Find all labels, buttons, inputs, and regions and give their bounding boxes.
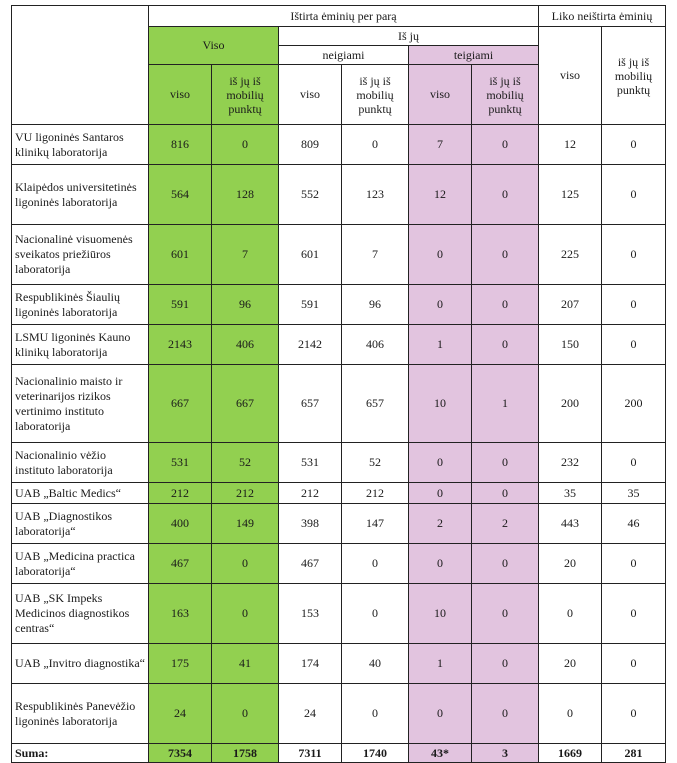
cell-positive: 0 [409, 225, 472, 285]
table-row [12, 285, 666, 325]
row-name: Respublikinės Panevėžio ligoninės laboratorija [12, 684, 149, 744]
table-header [12, 6, 666, 125]
row-name: Respublikinės Šiaulių ligoninės laboratorija [12, 285, 149, 325]
header-of-which: Iš jų [279, 27, 539, 46]
cell-total: 667 [149, 365, 212, 443]
cell-total-mobile: 52 [212, 443, 279, 483]
cell-negative: 657 [279, 365, 342, 443]
cell-positive: 2 [409, 504, 472, 544]
cell-positive-mobile: 2 [472, 504, 539, 544]
header-total: Viso [149, 27, 279, 65]
header-corner [12, 6, 149, 125]
header-remaining-all: viso [539, 27, 602, 125]
cell-positive-mobile: 0 [472, 483, 539, 504]
row-name: UAB „Medicina practica laboratorija“ [12, 544, 149, 584]
cell-remaining-mobile: 0 [602, 684, 666, 744]
cell-negative-mobile: 123 [342, 165, 409, 225]
table-row [12, 165, 666, 225]
cell-remaining: 443 [539, 504, 602, 544]
cell-remaining-mobile: 0 [602, 125, 666, 165]
cell-positive: 10 [409, 365, 472, 443]
cell-remaining: 35 [539, 483, 602, 504]
cell-positive-mobile: 3 [472, 744, 539, 763]
cell-negative: 467 [279, 544, 342, 584]
row-name: LSMU ligoninės Kauno klinikų laboratorija [12, 325, 149, 365]
cell-negative-mobile: 40 [342, 644, 409, 684]
header-positive-mobile: iš jų iš mobilių punktų [472, 65, 539, 125]
row-name: UAB „Diagnostikos laboratorija“ [12, 504, 149, 544]
cell-positive-mobile: 0 [472, 125, 539, 165]
cell-total-mobile: 0 [212, 684, 279, 744]
cell-positive: 1 [409, 644, 472, 684]
table-row [12, 325, 666, 365]
cell-remaining: 232 [539, 443, 602, 483]
row-name: Suma: [12, 744, 149, 763]
table-row [12, 684, 666, 744]
cell-negative: 809 [279, 125, 342, 165]
row-name: UAB „Invitro diagnostika“ [12, 644, 149, 684]
cell-positive-mobile: 0 [472, 684, 539, 744]
cell-negative: 531 [279, 443, 342, 483]
row-name: Nacionalinė visuomenės sveikatos priežiūros laboratorija [12, 225, 149, 285]
cell-remaining-mobile: 35 [602, 483, 666, 504]
row-name: UAB „Baltic Medics“ [12, 483, 149, 504]
header-positive-all: viso [409, 65, 472, 125]
cell-positive: 0 [409, 544, 472, 584]
cell-positive-mobile: 1 [472, 365, 539, 443]
header-remaining-mobile: iš jų iš mobilių punktų [602, 27, 666, 125]
cell-negative: 2142 [279, 325, 342, 365]
cell-remaining-mobile: 281 [602, 744, 666, 763]
row-name: UAB „SK Impeks Medicinos diagnostikos centras“ [12, 584, 149, 644]
cell-total: 601 [149, 225, 212, 285]
lab-results-table [11, 5, 666, 763]
cell-remaining-mobile: 0 [602, 225, 666, 285]
cell-total-mobile: 1758 [212, 744, 279, 763]
cell-remaining: 150 [539, 325, 602, 365]
header-positive: teigiami [409, 46, 539, 65]
table-row [12, 644, 666, 684]
cell-positive-mobile: 0 [472, 285, 539, 325]
table-body [12, 125, 666, 763]
row-name: Klaipėdos universitetinės ligoninės laboratorija [12, 165, 149, 225]
cell-positive-mobile: 0 [472, 584, 539, 644]
header-remaining: Liko neištirta ėminių [539, 6, 666, 27]
table-row [12, 544, 666, 584]
cell-negative-mobile: 7 [342, 225, 409, 285]
row-name: Nacionalinio vėžio instituto laboratorija [12, 443, 149, 483]
header-negative-mobile: iš jų iš mobilių punktų [342, 65, 409, 125]
cell-remaining: 0 [539, 684, 602, 744]
cell-negative-mobile: 657 [342, 365, 409, 443]
cell-negative-mobile: 0 [342, 125, 409, 165]
cell-remaining-mobile: 0 [602, 584, 666, 644]
cell-remaining: 125 [539, 165, 602, 225]
cell-positive-mobile: 0 [472, 325, 539, 365]
cell-remaining-mobile: 0 [602, 165, 666, 225]
cell-total-mobile: 96 [212, 285, 279, 325]
cell-positive: 10 [409, 584, 472, 644]
cell-total: 531 [149, 443, 212, 483]
cell-positive: 0 [409, 483, 472, 504]
cell-total: 7354 [149, 744, 212, 763]
cell-total-mobile: 41 [212, 644, 279, 684]
cell-positive: 7 [409, 125, 472, 165]
header-negative-all: viso [279, 65, 342, 125]
header-tested-per-day: Ištirta ėminių per parą [149, 6, 539, 27]
cell-negative-mobile: 0 [342, 584, 409, 644]
cell-negative-mobile: 1740 [342, 744, 409, 763]
cell-total: 212 [149, 483, 212, 504]
cell-remaining: 0 [539, 584, 602, 644]
cell-positive-mobile: 0 [472, 225, 539, 285]
header-negative: neigiami [279, 46, 409, 65]
cell-negative-mobile: 0 [342, 684, 409, 744]
cell-total: 816 [149, 125, 212, 165]
cell-total: 467 [149, 544, 212, 584]
cell-positive-mobile: 0 [472, 644, 539, 684]
cell-positive: 1 [409, 325, 472, 365]
cell-negative: 601 [279, 225, 342, 285]
cell-total: 591 [149, 285, 212, 325]
cell-negative: 7311 [279, 744, 342, 763]
cell-total: 2143 [149, 325, 212, 365]
cell-remaining-mobile: 200 [602, 365, 666, 443]
cell-negative-mobile: 147 [342, 504, 409, 544]
cell-positive: 0 [409, 285, 472, 325]
cell-negative: 153 [279, 584, 342, 644]
cell-negative: 24 [279, 684, 342, 744]
cell-remaining-mobile: 0 [602, 644, 666, 684]
table-row [12, 443, 666, 483]
cell-remaining: 20 [539, 544, 602, 584]
cell-positive: 0 [409, 443, 472, 483]
cell-remaining-mobile: 0 [602, 443, 666, 483]
cell-total-mobile: 128 [212, 165, 279, 225]
cell-negative-mobile: 52 [342, 443, 409, 483]
table-row [12, 504, 666, 544]
cell-positive-mobile: 0 [472, 544, 539, 584]
cell-remaining-mobile: 0 [602, 285, 666, 325]
cell-negative: 591 [279, 285, 342, 325]
cell-total: 163 [149, 584, 212, 644]
cell-positive-mobile: 0 [472, 165, 539, 225]
header-total-all: viso [149, 65, 212, 125]
cell-total-mobile: 667 [212, 365, 279, 443]
cell-total-mobile: 0 [212, 544, 279, 584]
cell-remaining-mobile: 0 [602, 544, 666, 584]
cell-total-mobile: 406 [212, 325, 279, 365]
cell-remaining: 200 [539, 365, 602, 443]
cell-positive-mobile: 0 [472, 443, 539, 483]
table-row [12, 483, 666, 504]
cell-remaining: 1669 [539, 744, 602, 763]
table-row [12, 584, 666, 644]
cell-negative-mobile: 406 [342, 325, 409, 365]
cell-remaining: 20 [539, 644, 602, 684]
cell-remaining-mobile: 46 [602, 504, 666, 544]
header-total-mobile: iš jų iš mobilių punktų [212, 65, 279, 125]
cell-total-mobile: 7 [212, 225, 279, 285]
cell-total-mobile: 0 [212, 125, 279, 165]
cell-total-mobile: 212 [212, 483, 279, 504]
row-name: Nacionalinio maisto ir veterinarijos rizikos vertinimo instituto laboratorija [12, 365, 149, 443]
cell-total: 400 [149, 504, 212, 544]
table-row [12, 125, 666, 165]
cell-positive: 0 [409, 684, 472, 744]
cell-negative-mobile: 0 [342, 544, 409, 584]
row-name: VU ligoninės Santaros klinikų laboratorija [12, 125, 149, 165]
cell-remaining: 207 [539, 285, 602, 325]
cell-negative: 552 [279, 165, 342, 225]
cell-remaining-mobile: 0 [602, 325, 666, 365]
cell-remaining: 225 [539, 225, 602, 285]
cell-negative: 174 [279, 644, 342, 684]
cell-negative: 212 [279, 483, 342, 504]
cell-total-mobile: 149 [212, 504, 279, 544]
cell-remaining: 12 [539, 125, 602, 165]
cell-negative-mobile: 96 [342, 285, 409, 325]
cell-positive: 12 [409, 165, 472, 225]
cell-total: 564 [149, 165, 212, 225]
table-row [12, 225, 666, 285]
cell-negative-mobile: 212 [342, 483, 409, 504]
table-row [12, 365, 666, 443]
cell-total-mobile: 0 [212, 584, 279, 644]
cell-negative: 398 [279, 504, 342, 544]
cell-total: 175 [149, 644, 212, 684]
cell-total: 24 [149, 684, 212, 744]
cell-positive: 43* [409, 744, 472, 763]
